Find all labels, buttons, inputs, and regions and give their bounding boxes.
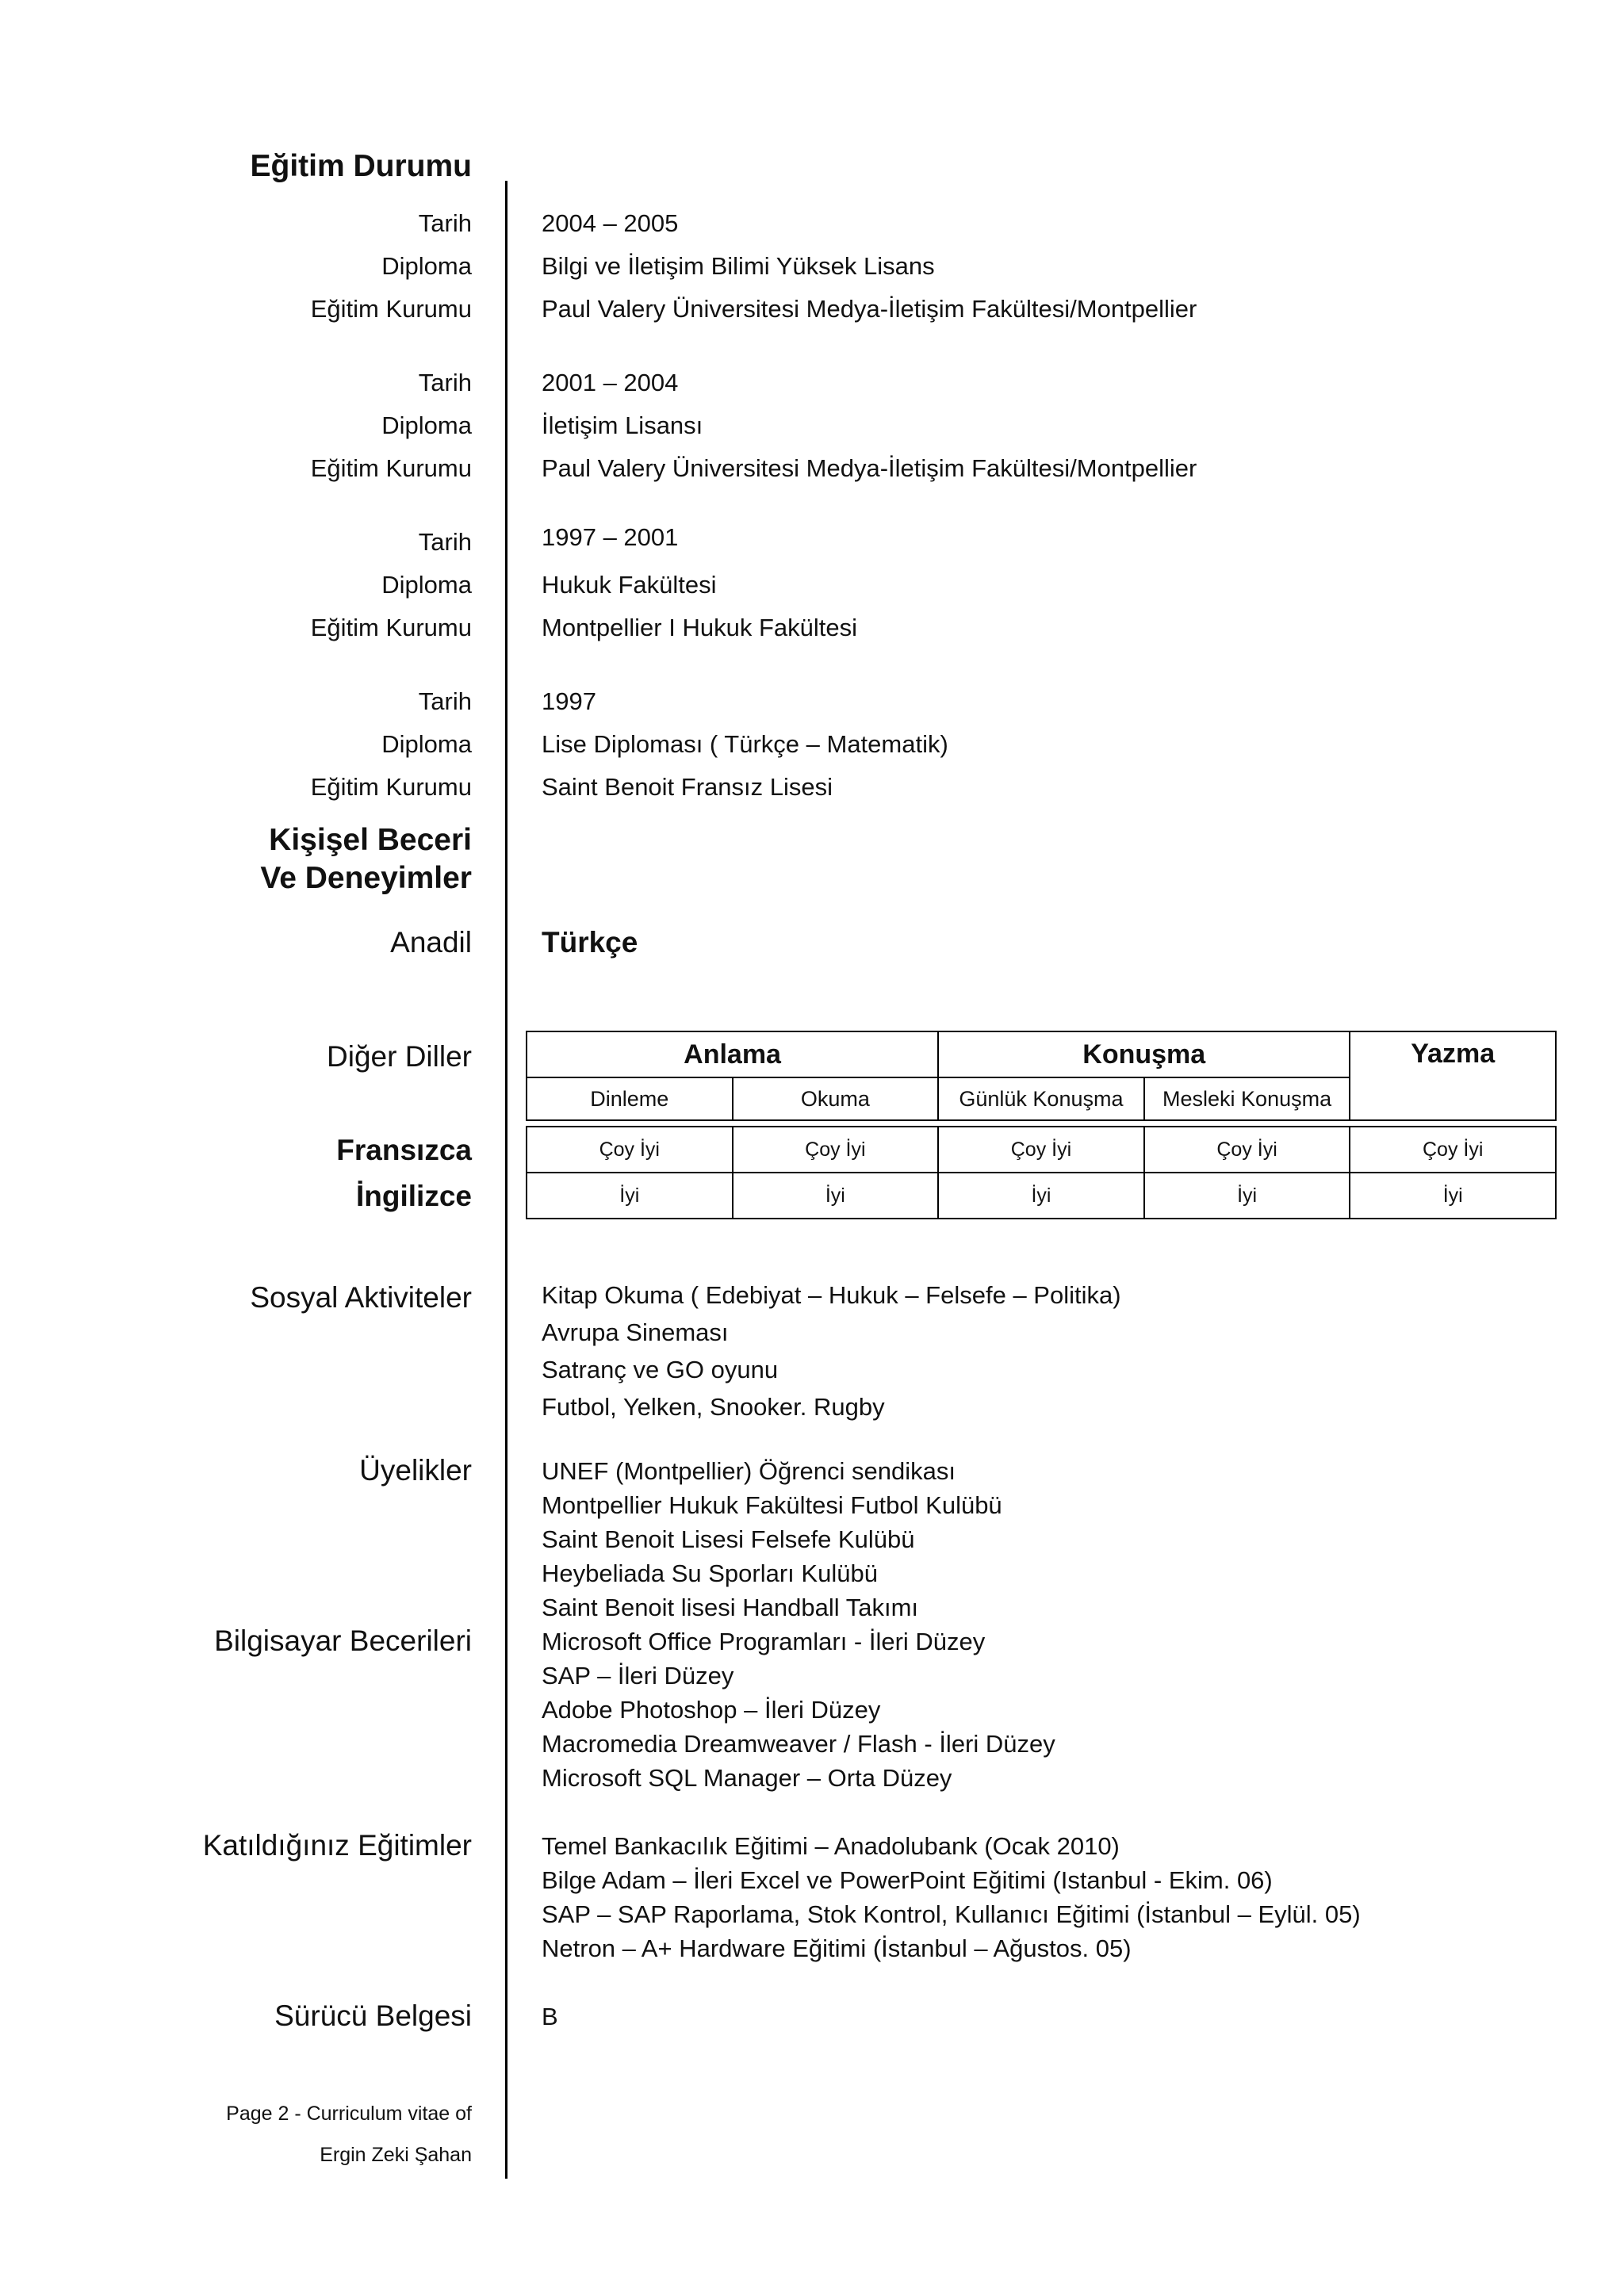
header-anlama: Anlama [527, 1031, 938, 1077]
list-item: Saint Benoit Lisesi Felsefe Kulübü [542, 1525, 915, 1553]
list-item: SAP – İleri Düzey [542, 1662, 734, 1689]
diploma-label: Diploma [381, 730, 472, 758]
date-value: 2004 – 2005 [542, 209, 679, 237]
date-value: 2001 – 2004 [542, 369, 679, 396]
driving-license-label: Sürücü Belgesi [274, 1999, 472, 2032]
level-cell: İyi [938, 1173, 1144, 1219]
subheader-mesleki-konusma: Mesleki Konuşma [1144, 1077, 1350, 1120]
list-item: Macromedia Dreamweaver / Flash - İleri Düzey [542, 1730, 1055, 1758]
school-value: Saint Benoit Fransız Lisesi [542, 773, 833, 801]
diploma-value: Bilgi ve İletişim Bilimi Yüksek Lisans [542, 252, 935, 280]
school-value: Paul Valery Üniversitesi Medya-İletişim Fakültesi/Montpellier [542, 454, 1197, 482]
date-label: Tarih [418, 209, 472, 237]
level-cell: Çoy İyi [938, 1127, 1144, 1173]
social-activities-label: Sosyal Aktiviteler [250, 1281, 472, 1314]
school-label: Eğitim Kurumu [310, 454, 472, 482]
list-item: Futbol, Yelken, Snooker. Rugby [542, 1393, 885, 1421]
list-item: Satranç ve GO oyunu [542, 1356, 779, 1383]
footer-line-1: Page 2 - Curriculum vitae of [226, 2103, 472, 2125]
table-row [527, 1127, 1556, 1173]
native-language-label: Anadil [390, 926, 472, 959]
table-row [527, 1173, 1556, 1219]
level-cell: Çoy İyi [527, 1127, 733, 1173]
list-item: Montpellier Hukuk Fakültesi Futbol Kulübü [542, 1491, 1002, 1519]
other-languages-label: Diğer Diller [327, 1040, 472, 1073]
memberships-label: Üyelikler [359, 1454, 472, 1487]
skills-heading-line1: Kişişel Beceri [269, 823, 472, 857]
diploma-label: Diploma [381, 571, 472, 599]
vertical-divider [505, 181, 508, 2179]
list-item: SAP – SAP Raporlama, Stok Kontrol, Kullanıcı Eğitimi (İstanbul – Eylül. 05) [542, 1900, 1361, 1928]
skills-heading-line2: Ve Deneyimler [260, 861, 472, 895]
language-name-english: İngilizce [356, 1180, 472, 1212]
level-cell: İyi [527, 1173, 733, 1219]
diploma-value: Hukuk Fakültesi [542, 571, 717, 599]
date-value: 1997 [542, 687, 596, 715]
list-item: Netron – A+ Hardware Eğitimi (İstanbul – Ağustos. 05) [542, 1934, 1132, 1962]
diploma-label: Diploma [381, 252, 472, 280]
education-heading: Eğitim Durumu [250, 149, 472, 183]
date-value: 1997 – 2001 [542, 523, 679, 551]
subheader-dinleme: Dinleme [527, 1077, 733, 1120]
subheader-gunluk-konusma: Günlük Konuşma [938, 1077, 1144, 1120]
subheader-okuma: Okuma [733, 1077, 939, 1120]
diploma-value: Lise Diploması ( Türkçe – Matematik) [542, 730, 948, 758]
date-label: Tarih [418, 369, 472, 396]
diploma-value: İletişim Lisansı [542, 411, 703, 439]
list-item: Bilge Adam – İleri Excel ve PowerPoint Eğitimi (Istanbul - Ekim. 06) [542, 1866, 1273, 1894]
list-item: UNEF (Montpellier) Öğrenci sendikası [542, 1457, 956, 1485]
level-cell: Çoy İyi [1350, 1127, 1556, 1173]
date-label: Tarih [418, 528, 472, 556]
diploma-label: Diploma [381, 411, 472, 439]
level-cell: İyi [1144, 1173, 1350, 1219]
skills-heading [260, 821, 472, 897]
school-value: Paul Valery Üniversitesi Medya-İletişim Fakültesi/Montpellier [542, 295, 1197, 323]
list-item: Adobe Photoshop – İleri Düzey [542, 1696, 881, 1724]
level-cell: Çoy İyi [1144, 1127, 1350, 1173]
header-konusma: Konuşma [938, 1031, 1350, 1077]
level-cell: Çoy İyi [733, 1127, 939, 1173]
footer-line-2: Ergin Zeki Şahan [320, 2144, 472, 2166]
driving-license-value: B [542, 2003, 558, 2030]
list-item: Microsoft Office Programları - İleri Düzey [542, 1628, 986, 1655]
date-label: Tarih [418, 687, 472, 715]
list-item: Heybeliada Su Sporları Kulübü [542, 1559, 878, 1587]
school-label: Eğitim Kurumu [310, 773, 472, 801]
school-value: Montpellier I Hukuk Fakültesi [542, 614, 857, 641]
trainings-label: Katıldığınız Eğitimler [202, 1829, 472, 1862]
native-language-value: Türkçe [542, 926, 638, 959]
language-name-french: Fransızca [336, 1134, 472, 1166]
list-item: Microsoft SQL Manager – Orta Düzey [542, 1764, 952, 1792]
level-cell: İyi [733, 1173, 939, 1219]
header-yazma: Yazma [1350, 1031, 1556, 1120]
level-cell: İyi [1350, 1173, 1556, 1219]
list-item: Saint Benoit lisesi Handball Takımı [542, 1594, 919, 1621]
school-label: Eğitim Kurumu [310, 614, 472, 641]
language-skills-table [526, 1031, 1557, 1219]
list-item: Temel Bankacılık Eğitimi – Anadolubank (Ocak 2010) [542, 1832, 1120, 1860]
list-item: Avrupa Sineması [542, 1318, 729, 1346]
school-label: Eğitim Kurumu [310, 295, 472, 323]
computer-skills-label: Bilgisayar Becerileri [214, 1624, 472, 1657]
list-item: Kitap Okuma ( Edebiyat – Hukuk – Felsefe – Politika) [542, 1281, 1121, 1309]
